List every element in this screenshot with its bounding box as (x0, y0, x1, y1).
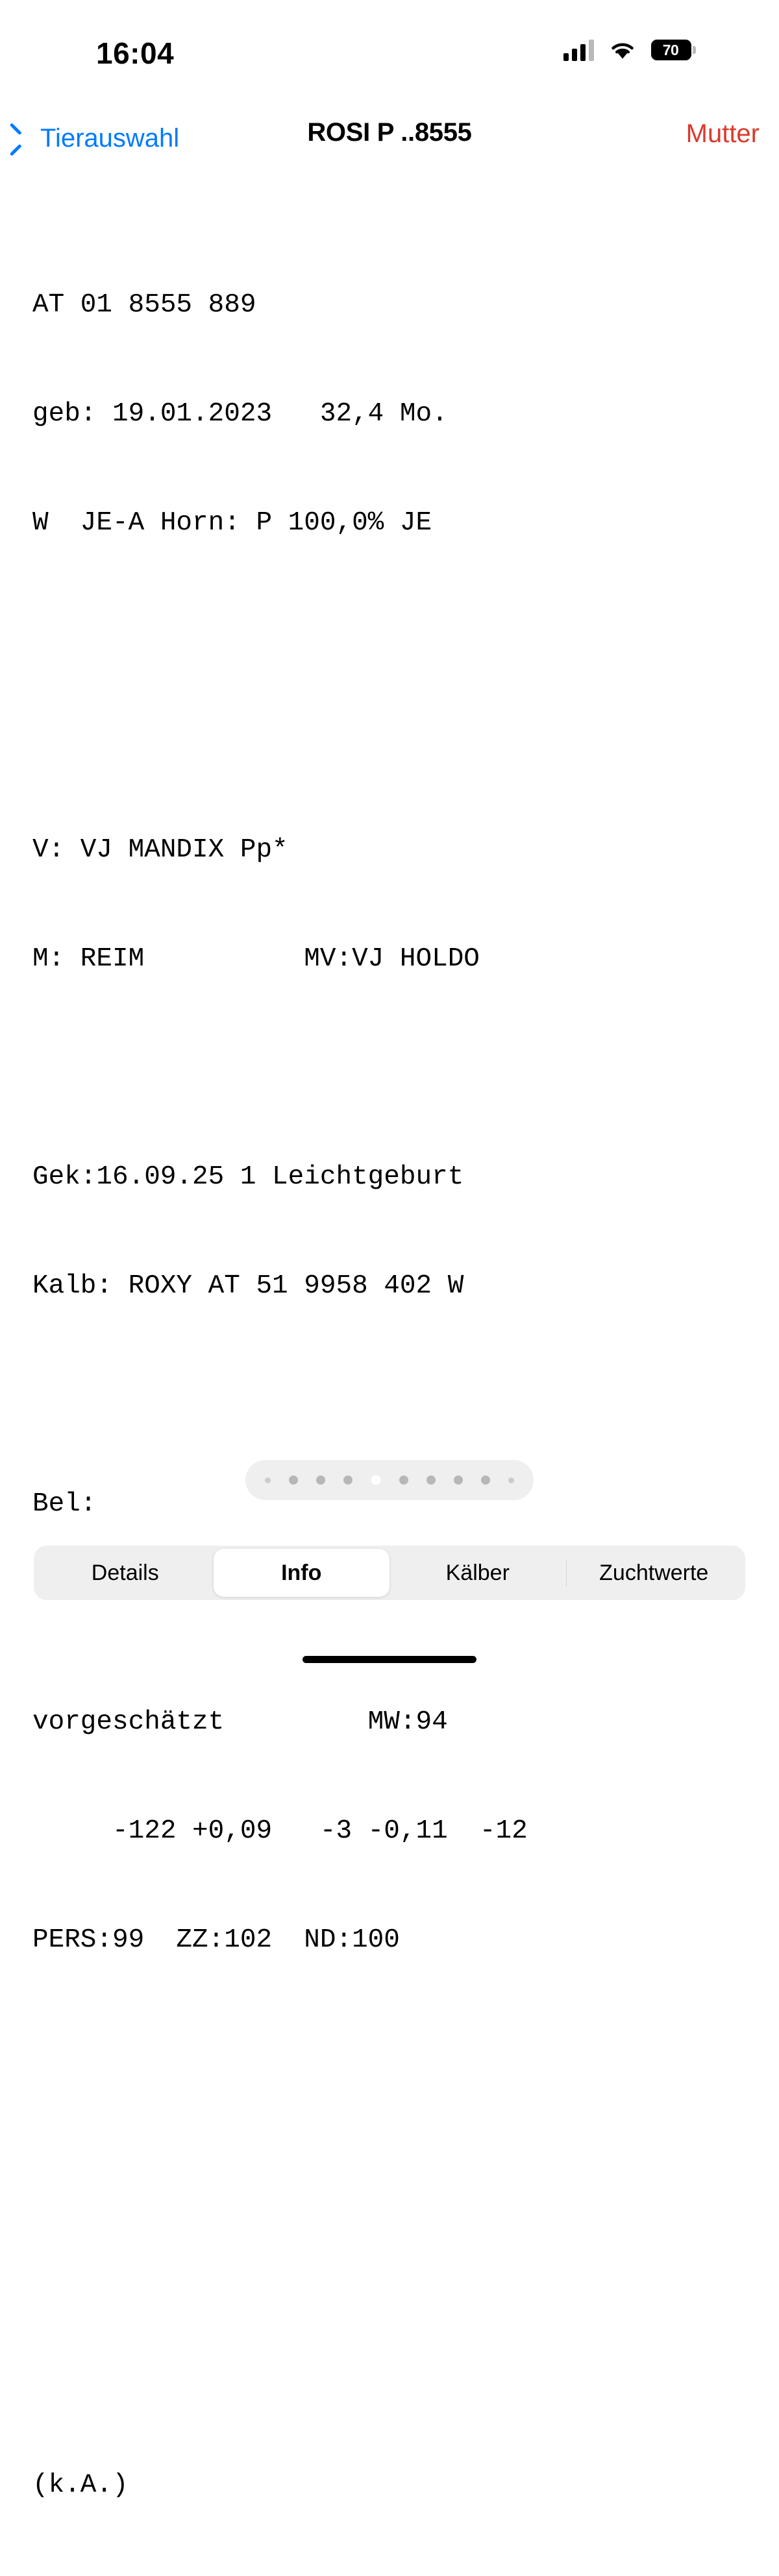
info-line-indices: PERS:99 ZZ:102 ND:100 (32, 1925, 400, 1955)
info-spacer-9 (32, 2358, 753, 2394)
info-line-sire: V: VJ MANDIX Pp* (32, 835, 288, 865)
page-dot[interactable] (343, 1476, 352, 1485)
info-footer-note: (k.A.) (32, 2470, 129, 2500)
info-line-1: geb: 19.01.2023 32,4 Mo. (32, 399, 448, 429)
home-indicator[interactable] (303, 1656, 476, 1663)
tab-details[interactable]: Details (91, 1561, 159, 1585)
navigation-bar (0, 115, 779, 174)
page-dot[interactable] (399, 1476, 408, 1485)
page-title: ROSI P ..8555 (307, 118, 472, 147)
status-bar (0, 0, 779, 97)
page-dot[interactable] (481, 1476, 490, 1485)
info-line-estimate: vorgeschätzt MW:94 (32, 1707, 448, 1737)
page-dot[interactable] (316, 1476, 325, 1485)
info-spacer-7 (32, 2140, 753, 2176)
info-spacer-1 (32, 614, 753, 650)
info-spacer-5 (32, 1595, 753, 1631)
info-spacer-2 (32, 723, 753, 759)
tab-info[interactable]: Info (214, 1549, 390, 1597)
info-line-insemination: Bel: (32, 1489, 97, 1519)
page-dot[interactable] (289, 1476, 298, 1485)
tab-zuchtwerte[interactable]: Zuchtwerte (566, 1549, 743, 1597)
page-dot[interactable] (454, 1476, 463, 1485)
info-line-dam: M: REIM MV:VJ HOLDO (32, 944, 480, 974)
battery-icon (651, 40, 691, 60)
info-line-calf: Kalb: ROXY AT 51 9958 402 W (32, 1271, 464, 1301)
wifi-icon (608, 39, 637, 61)
cellular-signal-icon (563, 39, 594, 61)
info-spacer-3 (32, 1050, 753, 1086)
page-dot[interactable] (427, 1476, 436, 1485)
info-line-calving: Gek:16.09.25 1 Leichtgeburt (32, 1162, 464, 1192)
mutter-button[interactable]: Mutter (686, 119, 760, 148)
tab-bar (34, 1546, 745, 1600)
info-spacer-8 (32, 2249, 753, 2285)
page-dot-active[interactable] (371, 1475, 381, 1485)
page-dot[interactable] (508, 1477, 514, 1483)
status-time: 16:04 (96, 36, 175, 70)
info-line-values: -122 +0,09 -3 -0,11 -12 (32, 1816, 528, 1846)
status-indicators (563, 39, 691, 61)
tab-kaelber[interactable]: Kälber (445, 1561, 510, 1585)
battery-percent: 70 (662, 41, 679, 58)
info-line-2: W JE-A Horn: P 100,0% JE (32, 508, 432, 538)
page-indicator[interactable] (245, 1460, 534, 1500)
info-spacer-4 (32, 1377, 753, 1413)
info-line-0: AT 01 8555 889 (32, 290, 256, 320)
back-button-label: Tierauswahl (40, 123, 180, 152)
animal-info-text (32, 214, 753, 2576)
page-dot[interactable] (265, 1477, 271, 1483)
info-spacer-6 (32, 2031, 753, 2067)
